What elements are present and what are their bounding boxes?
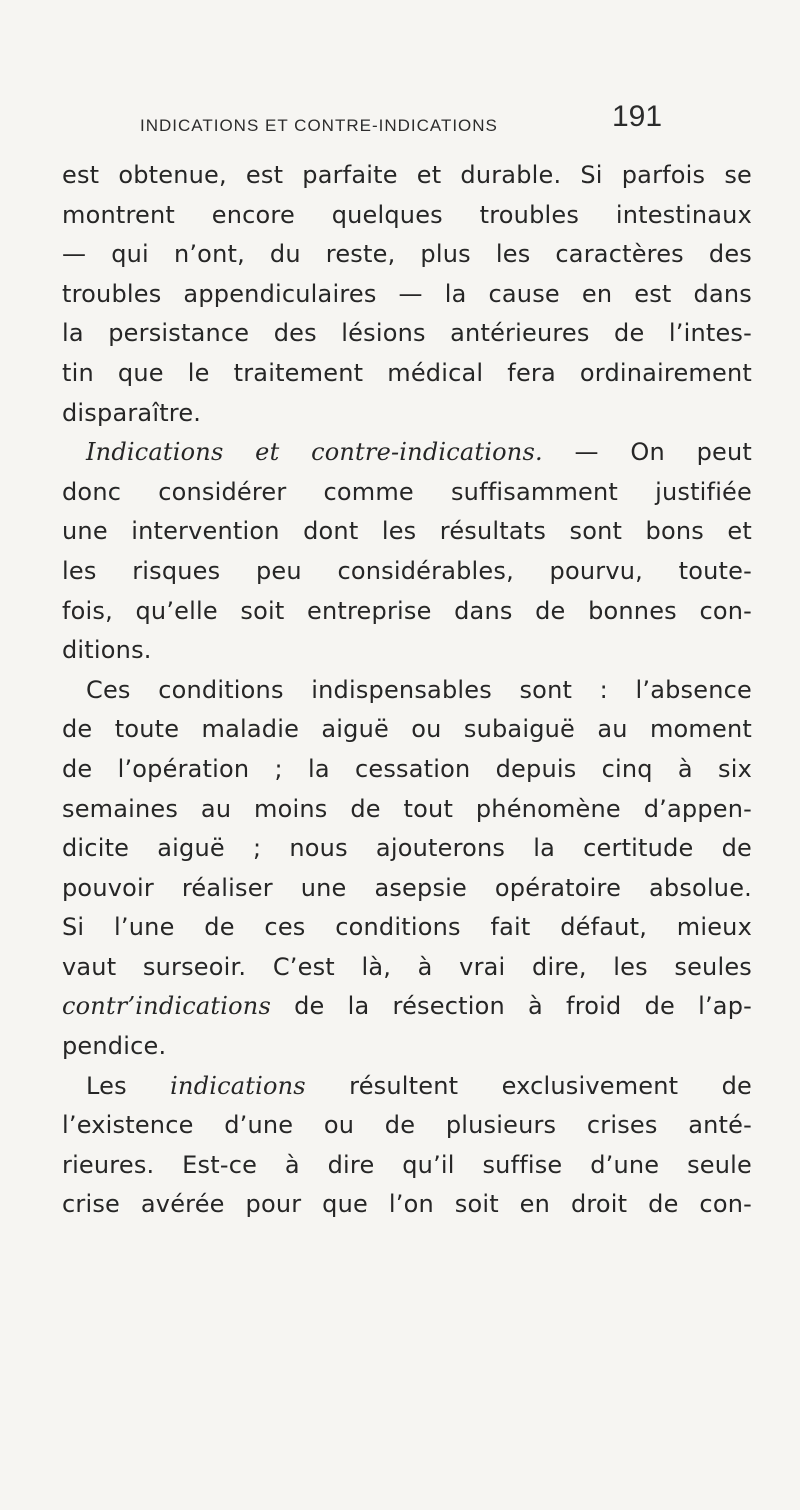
text-line: rieures. Est-ce à dire qu’il suffise d’une seule (62, 1150, 752, 1179)
text-line: — qui n’ont, du reste, plus les caractères des (62, 240, 752, 269)
text-line: ditions. (62, 636, 152, 665)
text-line: est obtenue, est parfaite et durable. Si parfois se (62, 161, 752, 189)
text-line: de toute maladie aiguë ou subaiguë au moment (62, 715, 752, 744)
text-line: de l’opération ; la cessation depuis cinq à six (62, 754, 752, 783)
text-line: vaut surseoir. C’est là, à vrai dire, les seules (62, 952, 752, 981)
section-heading-line (62, 433, 752, 473)
text-line: disparaître. (62, 398, 202, 427)
running-title: INDICATIONS ET CONTRE-INDICATIONS (140, 116, 498, 135)
text-line: la persistance des lésions antérieures de l’intes- (62, 319, 752, 348)
text-line: une intervention dont les résultats sont bons et (62, 517, 752, 546)
emphasized-term: indications (170, 1071, 306, 1100)
text-line: pouvoir réaliser une asepsie opératoire absolue. (62, 873, 752, 902)
section-heading: Indications et contre-indications. (86, 438, 543, 467)
text-line: fois, qu’elle soit entreprise dans de bonnes con- (62, 596, 752, 625)
text-line: crise avérée pour que l’on soit en droit de con- (62, 1190, 752, 1219)
text-line: Ces conditions indispensables sont : l’absence (86, 675, 752, 704)
emphasized-term: contr’indications (62, 992, 271, 1021)
text-line-with-emphasis (62, 1067, 752, 1107)
text-line: pendice. (62, 1032, 167, 1061)
text-line: tin que le traitement médical fera ordinairement (62, 358, 752, 387)
text-line: semaines au moins de tout phénomène d’appen- (62, 794, 752, 823)
text-fragment: Les (86, 1071, 171, 1100)
text-line: donc considérer comme suffisamment justifiée (62, 477, 752, 506)
text-line: les risques peu considérables, pourvu, toute- (62, 556, 752, 585)
text-fragment: de la résection à froid de l’ap- (270, 992, 752, 1021)
running-head (140, 94, 740, 138)
text-line-with-emphasis (62, 987, 752, 1027)
text-fragment: — On peut (542, 438, 753, 467)
text-line: dicite aiguë ; nous ajouterons la certitude de (62, 834, 752, 863)
text-line: troubles appendiculaires — la cause en est dans (62, 279, 752, 308)
text-line: l’existence d’une ou de plusieurs crises anté- (62, 1111, 752, 1140)
text-fragment: résultent exclusivement de (305, 1071, 752, 1100)
text-line: montrent encore quelques troubles intestinaux (62, 200, 752, 229)
text-line: Si l’une de ces conditions fait défaut, mieux (62, 913, 752, 942)
body-text (62, 156, 752, 1225)
page-number: 191 (612, 100, 663, 133)
